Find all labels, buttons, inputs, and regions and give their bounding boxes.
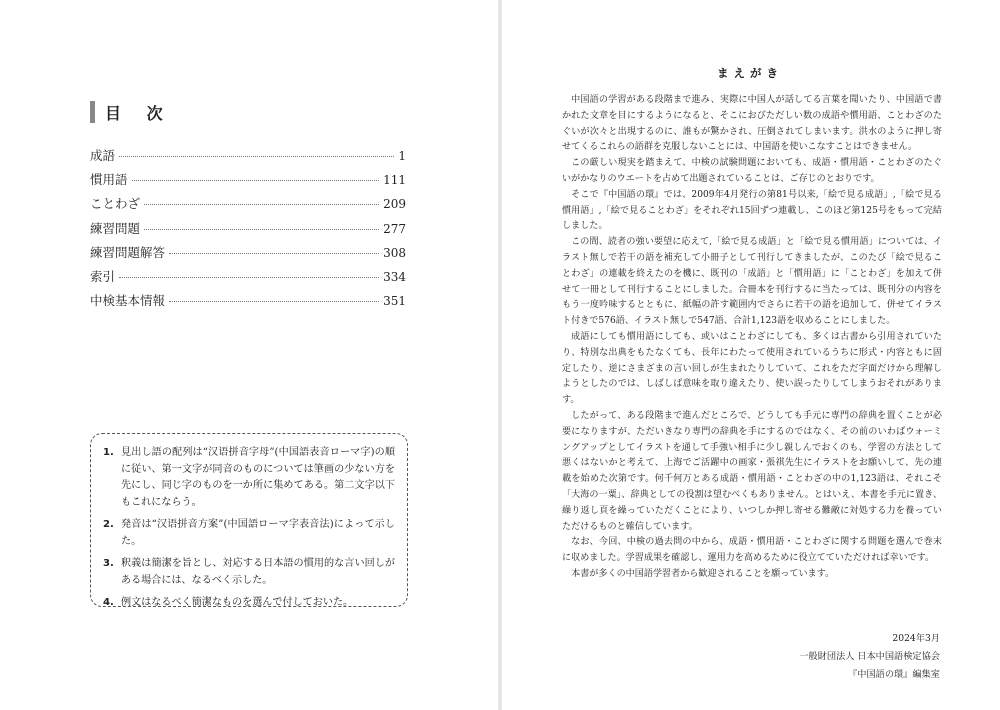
toc-entry-renshu-mondai[interactable] (90, 219, 406, 243)
note-number: 1. (103, 447, 114, 458)
toc-entry-renshu-kaitou[interactable] (90, 243, 406, 267)
toc-entry-page: 334 (383, 269, 406, 284)
toc-entry-chuken-kihon[interactable] (90, 291, 406, 315)
note-text: 例文はなるべく簡潔なものを選んで付しておいた。 (121, 597, 354, 608)
note-item (103, 556, 395, 589)
toc-entry-title: 中検基本情報 (90, 293, 166, 309)
heading-bar-decoration (90, 101, 95, 123)
preface-paragraph: 成語にしても慣用語にしても、或いはことわざにしても、多くは古書から引用されていたり、特別な出典をもたなくても、長年にわたって使用されているうちに形式・内容ともに固定したり、逆にさまざまの言い回しが生まれたりしていて、これをただ字面だけから理解しようとしたのでは、しばしば意味を取り違えたり、使い誤ったりしてしまうおそれがあります。 (562, 331, 942, 406)
note-text: 釈義は簡潔を旨とし、対応する日本語の慣用的な言い回しがある場合には、なるべく示した。 (121, 558, 395, 586)
toc-list (90, 146, 406, 315)
toc-entry-kotowaza[interactable] (90, 194, 406, 218)
preface-organization: 一般財団法人 日本中国語検定協会 (799, 651, 940, 662)
note-item (103, 595, 395, 612)
dot-leader (119, 277, 379, 278)
preface-paragraph: なお、今回、中検の過去問の中から、成語・慣用語・ことわざに関する問題を選んで巻末に収めました。学習成果を確認し、運用力を高めるために役立てていただければ幸いです。 (562, 537, 942, 564)
toc-entry-page: 111 (383, 173, 406, 188)
usage-notes-box (90, 433, 408, 607)
preface-paragraph: 中国語の学習がある段階まで進み、実際に中国人が話してる言葉を聞いたり、中国語で書かれた文章を目にするようになると、そこにおびただしい数の成語や慣用語、ことわざのたぐいが次々と出現するのに、誰もが驚かされ、圧倒されてしまいます。洪水のように押し寄せてくるこれらの語群を克服しないことには、中国語を使いこなすことはできません。 (562, 95, 942, 153)
usage-notes-list (103, 445, 395, 612)
toc-entry-kanyougo[interactable] (90, 170, 406, 194)
note-item (103, 445, 395, 511)
dot-leader (144, 204, 379, 205)
note-text: 発音は“汉语拼音方案”(中国語ローマ字表音法)によって示した。 (121, 519, 395, 547)
page-gutter (498, 0, 502, 710)
toc-entry-title: 慣用語 (90, 172, 128, 188)
toc-entry-page: 1 (398, 149, 406, 163)
preface-paragraph: この厳しい現実を踏まえて、中検の試験問題においても、成語・慣用語・ことわざのたぐいがかなりのウエートを占めて出題されていることは、ご存じのとおりです。 (562, 158, 942, 184)
preface-date: 2024年3月 (892, 633, 940, 644)
dot-leader (132, 180, 380, 181)
toc-entry-title: ことわざ (90, 196, 141, 212)
note-number: 4. (103, 597, 114, 608)
note-text: 見出し語の配列は“汉语拼音字母”(中国語表音ローマ字)の順に従い、第一文字が同音のものについては筆画の少ない方を先にし、同じ字のものを一か所に集めてある。第二文字以下もこれにならう。 (121, 447, 395, 508)
preface-paragraph: したがって、ある段階まで進んだところで、どうしても手元に専門の辞典を置くことが必要になりますが、ただいきなり専門の辞典を手にするのではなく、その前のいわばウォーミングアップとしてイラストを通して手強い相手に少し親しんでおくのも、学習の方法として悪くはないかと考えて、上海でご活躍中の画家・張祺先生にイラストをお願いして、先の連載を始めた次第です。何千何万とある成語・慣用語・ことわざの中の1,123語は、それこそ「大海の一粟」、辞典としての役割は望むべくもありません。とはいえ、本書を手元に置き、繰り返し頁を繰っていただくことにより、いつしか押し寄せる難敵に対処する力を養っていただけるものと確信しています。 (562, 410, 942, 532)
dot-leader (119, 156, 394, 157)
note-number: 2. (103, 519, 114, 530)
preface-paragraph: 本書が多くの中国語学習者から歓迎されることを願っています。 (571, 568, 835, 579)
dot-leader (169, 301, 379, 302)
toc-entry-page: 277 (383, 221, 406, 236)
preface-paragraph: そこで『中国語の環』では、2009年4月発行の第81号以来,「絵で見る成語」,「絵で見る慣用語」,「絵で見ることわざ」をそれぞれ15回ずつ連載し、このほど第125号をもって完結しました。 (562, 189, 942, 232)
toc-entry-title: 練習問題 (90, 220, 141, 236)
toc-entry-page: 351 (383, 294, 406, 309)
toc-entry-title: 練習問題解答 (90, 244, 166, 260)
toc-entry-title: 索引 (90, 268, 116, 284)
toc-heading-text: 目 次 (105, 103, 173, 123)
preface-department: 『中国語の環』編集室 (848, 669, 940, 680)
toc-heading (90, 101, 173, 123)
toc-entry-sakuin[interactable] (90, 267, 406, 291)
preface-title: まえがき (717, 66, 783, 80)
preface-body (562, 93, 942, 583)
dot-leader (144, 229, 379, 230)
note-number: 3. (103, 558, 114, 569)
toc-entry-seigo[interactable] (90, 146, 406, 170)
dot-leader (169, 253, 379, 254)
toc-entry-page: 308 (383, 245, 406, 260)
toc-entry-page: 209 (383, 197, 406, 212)
preface-paragraph: この間、読者の強い要望に応えて,「絵で見る成語」と「絵で見る慣用語」については、イラスト無しで若干の語を補充して小冊子として刊行してきましたが、このたび「絵で見ることわざ」の連載を終えたのを機に、既刊の「成語」と「慣用語」に「ことわざ」を加えて併せて一冊として刊行することにしました。合冊本を刊行するに当たっては、既刊分の内容をもう一度吟味するとともに、紙幅の許す範囲内でさらに若干の語を追加して、併せてイラスト付きで576語、イラスト無しで547語、合計1,123語を収めることにしました。 (562, 237, 942, 327)
note-item (103, 517, 395, 550)
toc-entry-title: 成語 (90, 148, 116, 163)
